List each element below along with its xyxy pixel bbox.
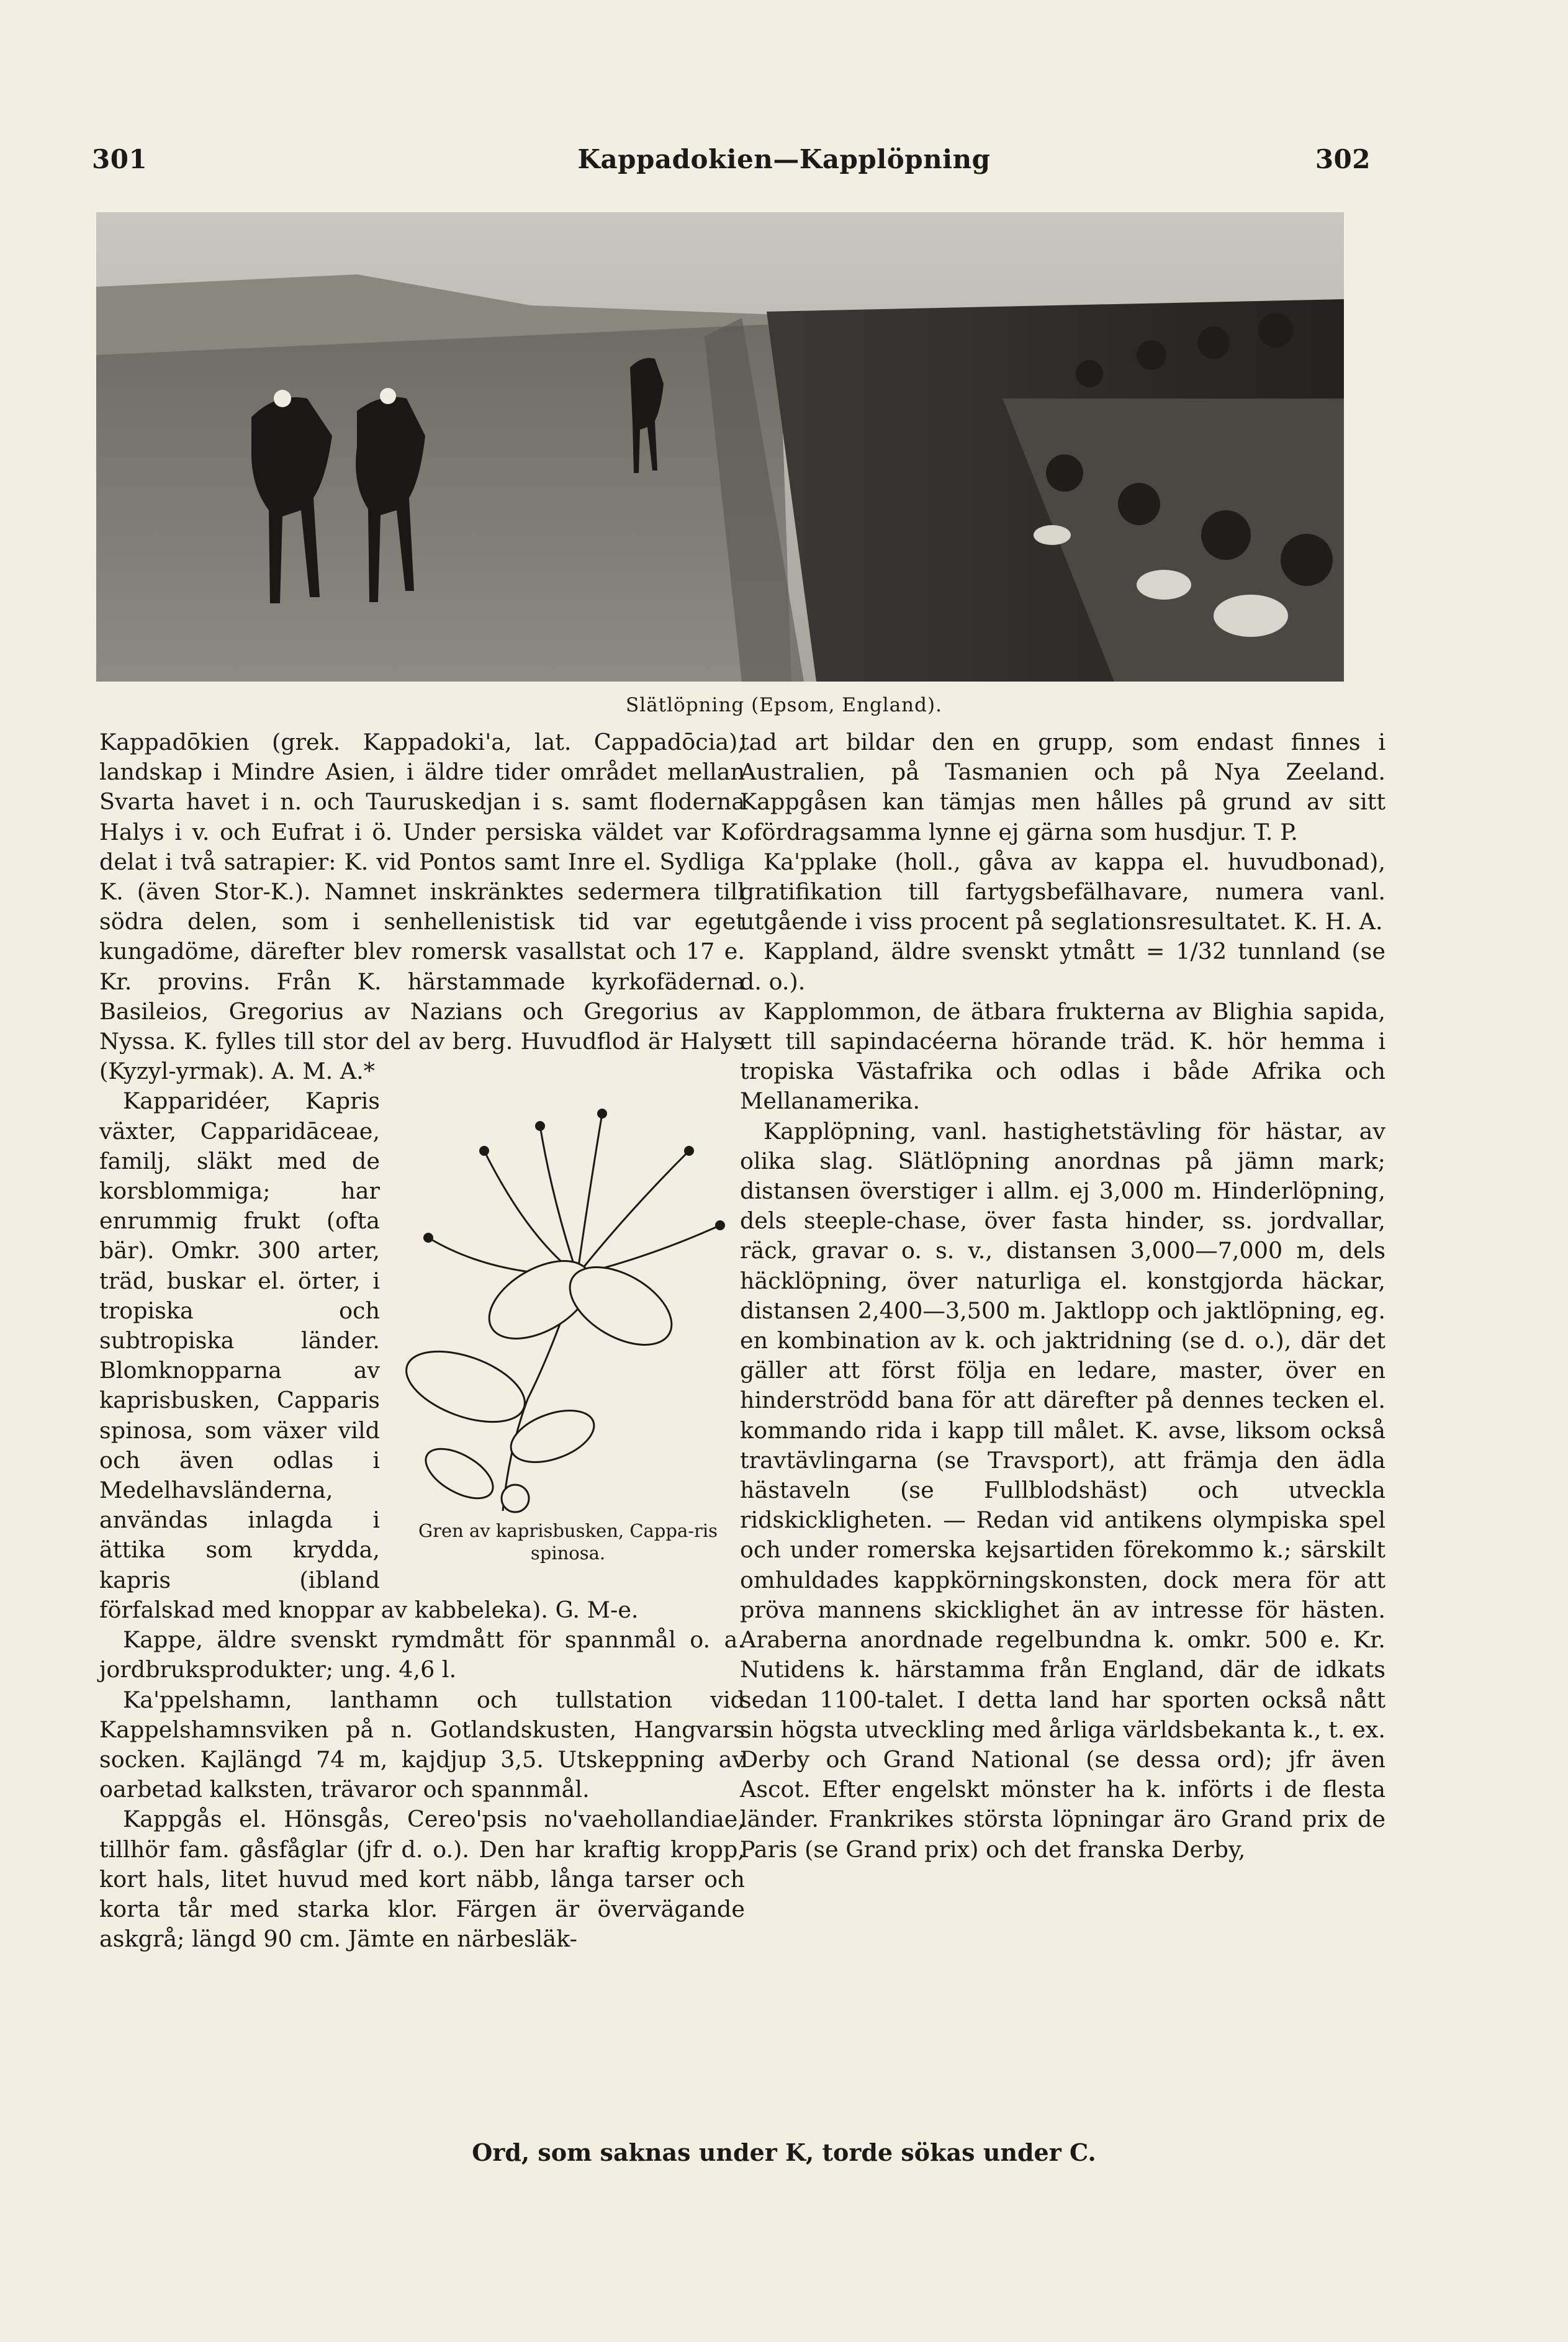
entry-kapplommon: Kapplommon, de ätbara frukterna av Blighia sapida, ett till sapindacéerna hörande träd. K. hör hemma i tropiska Västafrika och odlas i både Afrika och Mellanamerika.: [740, 998, 1386, 1115]
entry-kappland: Kappland, äldre svenskt ytmått = 1/32 tunnland (se d. o.).: [740, 938, 1386, 995]
entry-kapplake: Ka'pplake (holl., gåva av kappa el. huvudbonad), gratifikation till fartygsbefälhavare, numera vanl. utgående i viss procent på seglationsresultatet. K. H. A.: [740, 848, 1386, 935]
footer-note: Ord, som saknas under K, torde sökas under C.: [472, 2138, 1096, 2166]
photo-image: [96, 212, 1344, 682]
running-head: Kappadokien—Kapplöpning: [577, 144, 991, 174]
entry-kapparideer: Kapparidéer, Kapris växter, Capparidāceae, familj, släkt med de korsblommiga; har enrummig frukt (ofta bär). Omkr. 300 arter, träd, buskar el. örter, i tropiska och subtropiska länder. Blomknopparna av kaprisbusken, Capparis spinosa, som växer vild och även odlas i Medelhavsländerna, användas inlagda i ättika som krydda, kapris (ibland förfalskad med knoppar av kabbeleka). G. M-e.: [99, 1088, 639, 1623]
figure-caption: Gren av kaprisbusken, Cappa-ris spinosa.: [418, 1520, 718, 1564]
entry-kappgas: Kappgås el. Hönsgås, Cereo'psis no'vaehollandiae, tillhör fam. gåsfåglar (jfr d. o.). Den har kraftig kropp, kort hals, litet huvud med kort näbb, långa tarser och korta tår med starka klor. Färgen är övervägande askgrå; längd 90 cm. Jämte en närbesläk-: [99, 1806, 745, 1953]
caper-figure: [391, 1089, 745, 1567]
page-number-right: 302: [1315, 144, 1371, 174]
entry-kappe: Kappe, äldre svenskt rymdmått för spannmål o. a. jordbruksprodukter; ung. 4,6 l.: [99, 1626, 745, 1683]
page-number-left: 301: [92, 144, 148, 174]
entry-kappgas-cont: tad art bildar den en grupp, som endast finnes i Australien, på Tasmanien och på Nya Zeeland. Kappgåsen kan tämjas men hålles på grund av sitt ofördragsamma lynne ej gärna som husdjur. T. P.: [740, 729, 1386, 845]
left-column: [99, 727, 745, 1954]
right-column: [740, 727, 1386, 1865]
horse-race-photo: [96, 212, 1344, 682]
entry-kappadokien: Kappadōkien (grek. Kappadoki'a, lat. Cappadōcia), landskap i Mindre Asien, i äldre tider området mellan Svarta havet i n. och Tauruskedjan i s. samt floderna Halys i v. och Eufrat i ö. Under persiska väldet var K. delat i två satrapier: K. vid Pontos samt Inre el. Sydliga K. (även Stor-K.). Namnet inskränktes sedermera till södra delen, som i senhellenistisk tid var eget kungadöme, därefter blev romersk vasallstat och 17 e. Kr. provins. Från K. härstammade kyrkofäderna Basileios, Gregorius av Nazians och Gregorius av Nyssa. K. fylles till stor del av berg. Huvudflod är Halys (Kyzyl-yrmak). A. M. A.*: [99, 729, 745, 1085]
caper-branch-illustration: [391, 1089, 745, 1517]
entry-kappelshamn: Ka'ppelshamn, lanthamn och tullstation vid Kappelshamnsviken på n. Gotlandskusten, Hangvars socken. Kajlängd 74 m, kajdjup 3,5. Utskeppning av oarbetad kalksten, trävaror och spannmål.: [99, 1686, 745, 1803]
entry-kapplopning: Kapplöpning, vanl. hastighetstävling för hästar, av olika slag. Slätlöpning anordnas på jämn mark; distansen överstiger i allm. ej 3,000 m. Hinderlöpning, dels steeple-chase, över fasta hinder, ss. jordvallar, räck, gravar o. s. v., distansen 3,000—7,000 m, dels häcklöpning, över naturliga el. konstgjorda häckar, distansen 2,400—3,500 m. Jaktlopp och jaktlöpning, eg. en kombination av k. och jaktridning (se d. o.), där det gäller att först följa en ledare, master, över en hinderströdd bana för att därefter på dennes tecken el. kommando rida i kapp till målet. K. avse, liksom också travtävlingarna (se Travsport), att främja den ädla hästaveln (se Fullblodshäst) och utveckla ridskickligheten. — Redan vid antikens olympiska spel och under romerska kejsartiden förekommo k.; särskilt omhuldades kappkörningskonsten, dock mera för att pröva mannens skicklighet än av intresse för hästen. Araberna anordnade regelbundna k. omkr. 500 e. Kr. Nutidens k. härstamma från England, där de idkats sedan 1100-talet. I detta land har sporten också nått sin högsta utveckling med årliga världsbekanta k., t. ex. Derby och Grand National (se dessa ord); jfr även Ascot. Efter engelskt mönster ha k. införts i de flesta länder. Frankrikes största löpningar äro Grand prix de Paris (se Grand prix) och det franska Derby,: [740, 1117, 1386, 1863]
photo-caption: Slätlöpning (Epsom, England).: [626, 694, 942, 716]
